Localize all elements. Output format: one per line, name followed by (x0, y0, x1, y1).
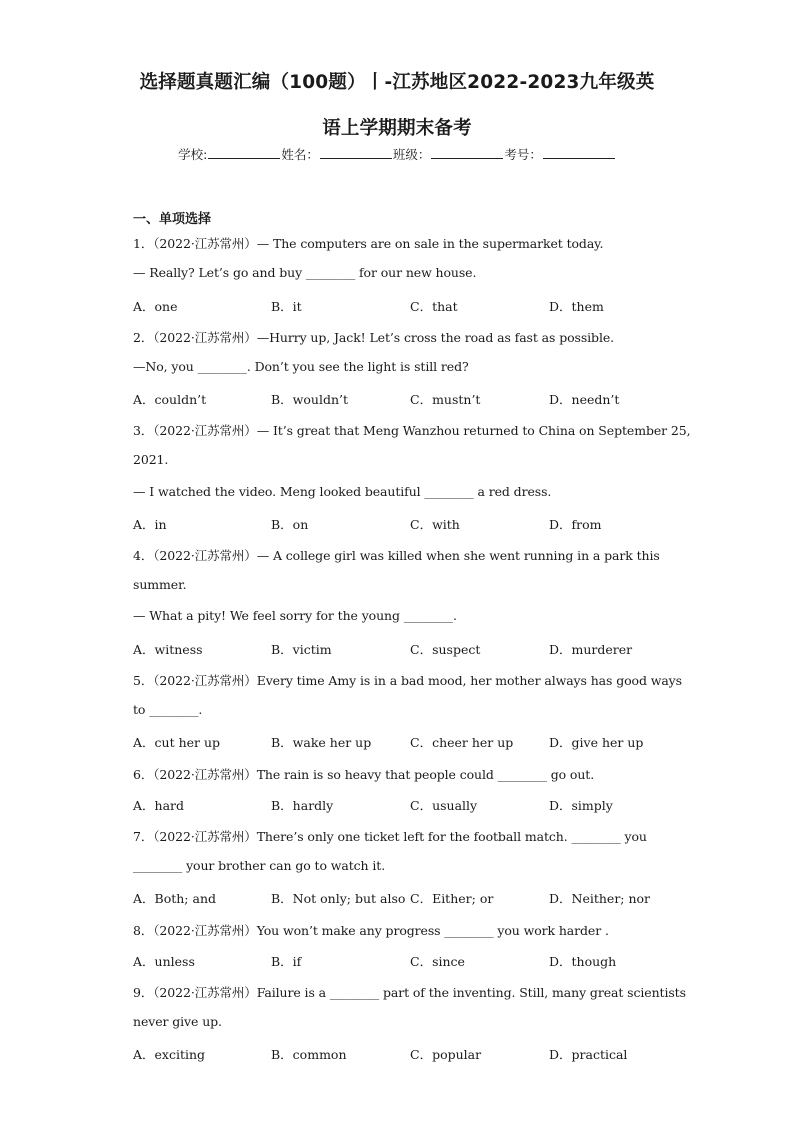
q8-option-d: D．though (549, 954, 617, 969)
exam-no-label: 考号： (504, 147, 542, 162)
q1-stem: 1．（2022·江苏常州）— The computers are on sale in the supermarket today. (133, 236, 604, 251)
q3-stem: 3．（2022·江苏常州）— It’s great that Meng Wanzhou returned to China on September 25, (133, 423, 691, 438)
q9-option-c: C．popular (410, 1047, 482, 1062)
student-info-line (0, 145, 794, 163)
q1-stem-2: — Really? Let’s go and buy ________ for our new house. (133, 265, 477, 280)
q9-option-b: B．common (271, 1047, 347, 1062)
q9-stem-2: never give up. (133, 1014, 222, 1029)
q7-stem-2: ________ your brother can go to watch it. (133, 858, 386, 873)
q3-option-a: A．in (133, 517, 167, 532)
q7-option-a: A．Both; and (133, 891, 217, 906)
name-label: 姓名： (281, 147, 319, 162)
q2-option-a: A．couldn’t (133, 392, 207, 407)
q3-option-d: D．from (549, 517, 602, 532)
q6-option-d: D．simply (549, 798, 613, 813)
q7-option-c: C．Either; or (410, 891, 494, 906)
q7-option-d: D．Neither; nor (549, 891, 651, 906)
q5-stem-2: to ________. (133, 702, 203, 717)
q1-option-b: B．it (271, 299, 302, 314)
q8-stem: 8．（2022·江苏常州）You won’t make any progress ________ you work harder . (133, 923, 609, 938)
q7-stem: 7．（2022·江苏常州）There’s only one ticket left for the football match. ________ you (133, 829, 647, 844)
q2-option-b: B．wouldn’t (271, 392, 349, 407)
q2-stem: 2．（2022·江苏常州）—Hurry up, Jack! Let’s cross the road as fast as possible. (133, 330, 615, 345)
q8-option-c: C．since (410, 954, 465, 969)
q1-option-d: D．them (549, 299, 604, 314)
q6-option-b: B．hardly (271, 798, 334, 813)
q4-option-b: B．victim (271, 642, 332, 657)
exam-no-blank (543, 146, 615, 159)
class-label: 班级： (392, 147, 431, 162)
q8-option-b: B．if (271, 954, 302, 969)
q1-option-c: C．that (410, 299, 458, 314)
q6-option-a: A．hard (133, 798, 185, 813)
title-line-1: 选择题真题汇编（100题）丨-江苏地区2022-2023九年级英 (139, 72, 655, 93)
q9-option-d: D．practical (549, 1047, 628, 1062)
q2-stem-2: —No, you ________. Don’t you see the light is still red? (133, 359, 469, 374)
q5-stem: 5．（2022·江苏常州）Every time Amy is in a bad mood, her mother always has good ways (133, 673, 682, 688)
q4-stem-2: summer. (133, 577, 187, 592)
q5-option-a: A．cut her up (133, 735, 221, 750)
school-blank (208, 146, 280, 159)
q1-option-a: A．one (133, 299, 178, 314)
q4-stem-3: — What a pity! We feel sorry for the young ________. (133, 608, 457, 623)
name-blank (320, 146, 392, 159)
q9-option-a: A．exciting (133, 1047, 206, 1062)
q9-stem: 9．（2022·江苏常州）Failure is a ________ part of the inventing. Still, many great scientists (133, 985, 686, 1000)
q6-option-c: C．usually (410, 798, 478, 813)
q2-option-d: D．needn’t (549, 392, 620, 407)
class-blank (431, 146, 503, 159)
school-label: 学校: (178, 147, 208, 162)
q8-option-a: A．unless (133, 954, 195, 969)
q3-option-b: B．on (271, 517, 309, 532)
q4-option-d: D．murderer (549, 642, 633, 657)
q2-option-c: C．mustn’t (410, 392, 481, 407)
q4-option-c: C．suspect (410, 642, 481, 657)
q5-option-d: D．give her up (549, 735, 644, 750)
q4-option-a: A．witness (133, 642, 203, 657)
q5-option-b: B．wake her up (271, 735, 372, 750)
q6-stem: 6．（2022·江苏常州）The rain is so heavy that people could ________ go out. (133, 767, 595, 782)
q7-option-b: B．Not only; but also (271, 891, 406, 906)
q5-option-c: C．cheer her up (410, 735, 514, 750)
q3-option-c: C．with (410, 517, 460, 532)
section-heading: 一、单项选择 (133, 212, 212, 227)
q3-stem-2: 2021. (133, 452, 169, 467)
title-line-2: 语上学期期末备考 (322, 118, 472, 139)
q4-stem: 4．（2022·江苏常州）— A college girl was killed when she went running in a park this (133, 548, 660, 563)
q3-stem-3: — I watched the video. Meng looked beautiful ________ a red dress. (133, 484, 552, 499)
